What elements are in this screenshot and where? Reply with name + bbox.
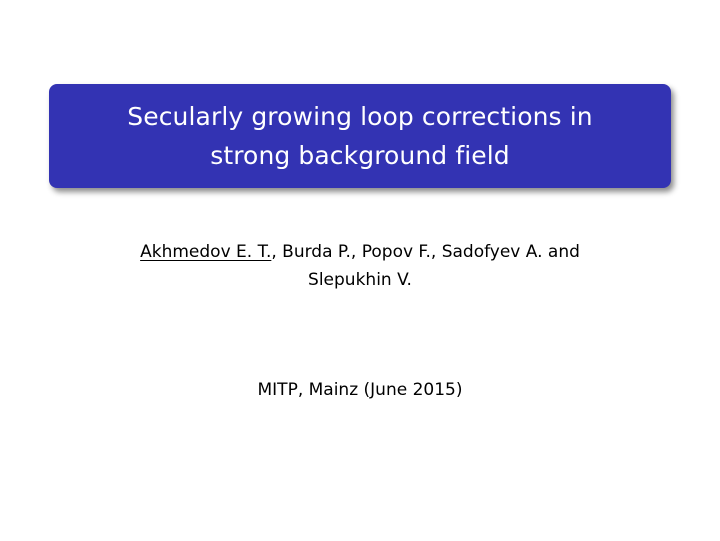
presenter-name: Akhmedov E. T.: [140, 242, 272, 262]
author-separator: ,: [271, 242, 283, 262]
authors-block: [60, 238, 660, 294]
coauthors-line-1: Burda P., Popov F., Sadofyev A. and: [282, 242, 580, 262]
title-block: [49, 84, 671, 188]
coauthors-line-2: Slepukhin V.: [308, 270, 412, 290]
slide-title: Secularly growing loop corrections in strong background field: [127, 102, 593, 170]
venue-date: MITP, Mainz (June 2015): [257, 380, 463, 400]
